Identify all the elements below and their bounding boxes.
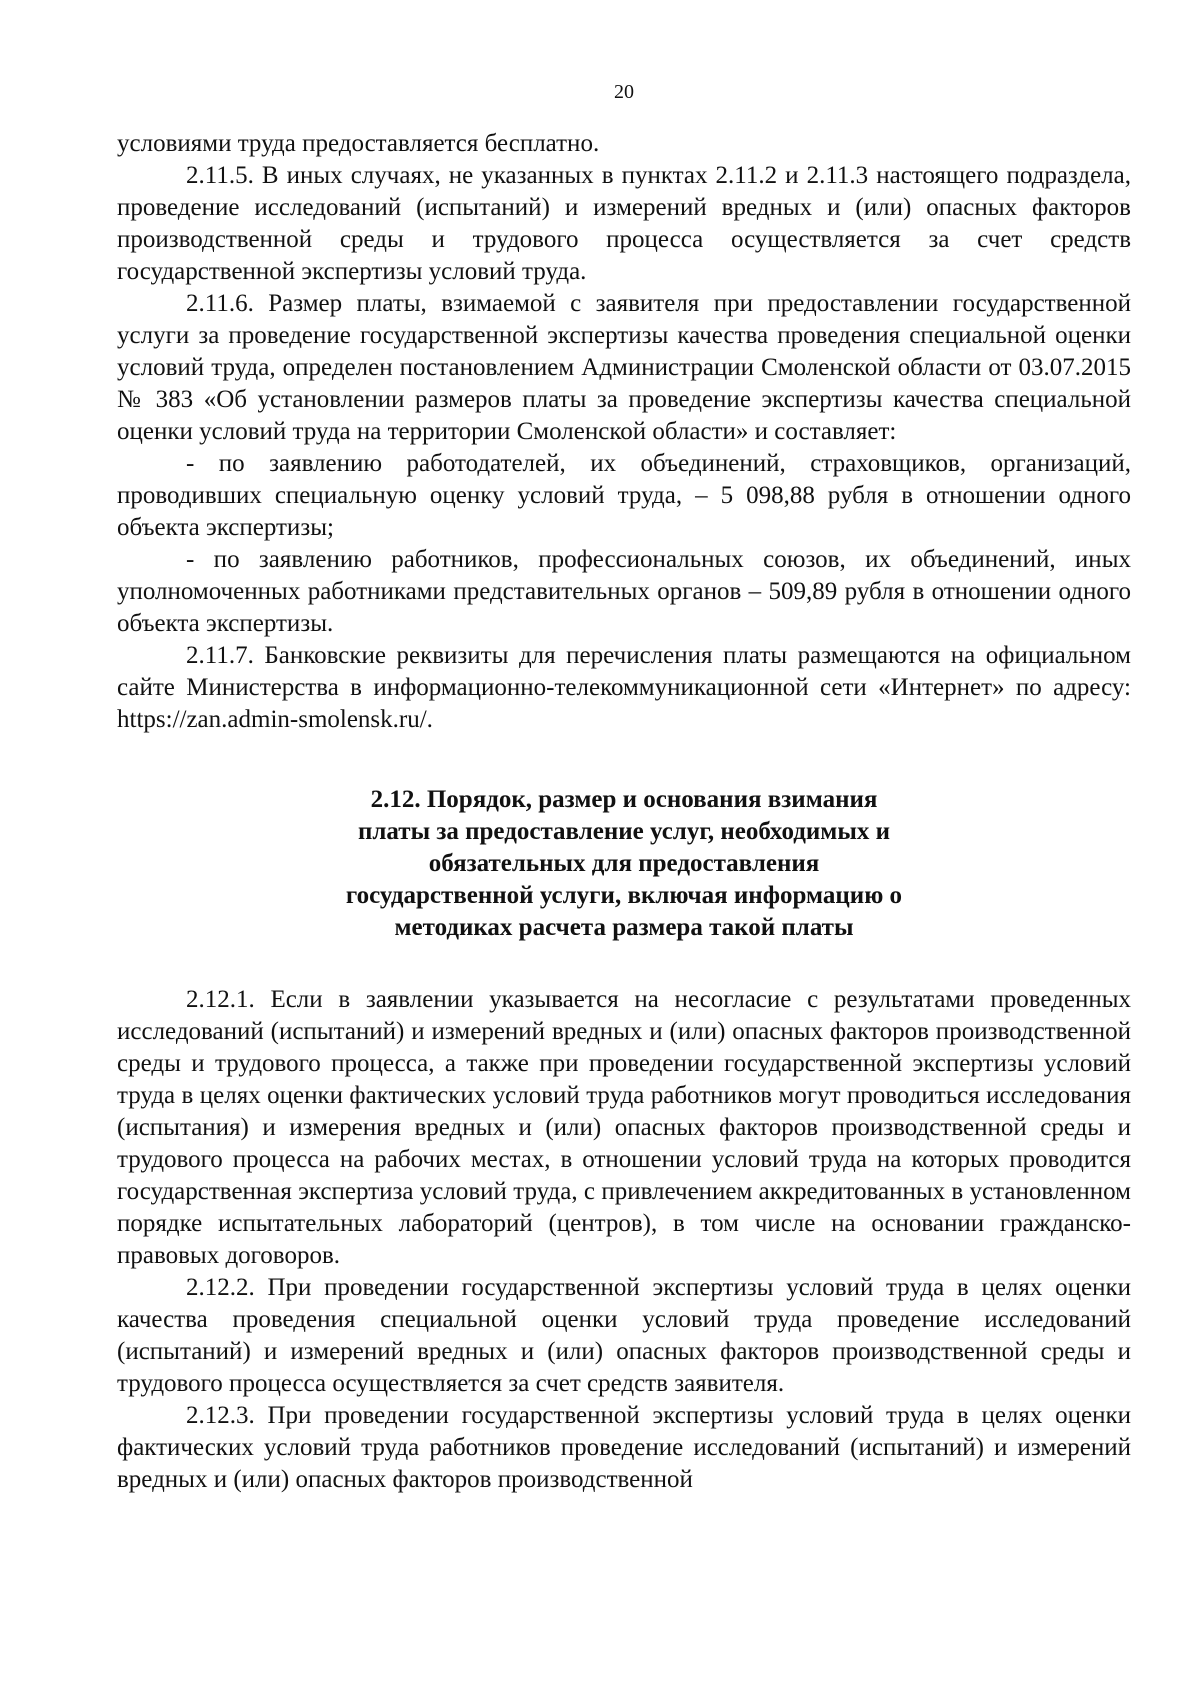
paragraph-2-12-3: 2.12.3. При проведении государственной экспертизы условий труда в целях оценки фактических условий труда работников проведение исследований (испытаний) и измерений вредных и (или) опасных факторов производственной: [117, 1402, 1131, 1493]
paragraph-2-12-2: 2.12.2. При проведении государственной экспертизы условий труда в целях оценки качества проведения специальной оценки условий труда проведение исследований (испытаний) и измерений вредных и (или) опасных факторов производственной среды и трудового процесса осуществляется за счет средств заявителя.: [117, 1274, 1131, 1397]
heading-line: обязательных для предоставления: [428, 850, 820, 877]
paragraph-2-11-5: 2.11.5. В иных случаях, не указанных в пунктах 2.11.2 и 2.11.3 настоящего подраздела, проведение исследований (испытаний) и измерений вредных и (или) опасных факторов производственной среды и трудового процесса осуществляется за счет средств государственной экспертизы условий труда.: [117, 162, 1131, 285]
document-body: [117, 128, 1131, 1496]
heading-line: платы за предоставление услуг, необходимых и: [358, 818, 890, 845]
paragraph-2-11-6: 2.11.6. Размер платы, взимаемой с заявителя при предоставлении государственной услуги за проведение государственной экспертизы качества проведения специальной оценки условий труда, определен постановлением Администрации Смоленской области от 03.07.2015 № 383 «Об установлении размеров платы за проведение экспертизы качества специальной оценки условий труда на территории Смоленской области» и составляет:: [117, 290, 1131, 445]
paragraph-2-11-7: 2.11.7. Банковские реквизиты для перечисления платы размещаются на официальном сайте Министерства в информационно-телекоммуникационной сети «Интернет» по адресу: https://zan.admin-smolensk.ru/.: [117, 642, 1131, 733]
page-number: 20: [614, 81, 634, 103]
section-heading-2-12: [117, 784, 1131, 944]
heading-line: 2.12. Порядок, размер и основания взимания: [370, 786, 878, 813]
paragraph-fee-workers: - по заявлению работников, профессиональных союзов, их объединений, иных уполномоченных работниками представительных органов – 509,89 рубля в отношении одного объекта экспертизы.: [117, 546, 1131, 637]
heading-line: государственной услуги, включая информацию о: [345, 882, 903, 909]
paragraph-continuation: условиями труда предоставляется бесплатно.: [117, 130, 600, 157]
paragraph-2-12-1: 2.12.1. Если в заявлении указывается на несогласие с результатами проведенных исследований (испытаний) и измерений вредных и (или) опасных факторов производственной среды и трудового процесса, а также при проведении государственной экспертизы условий труда в целях оценки фактических условий труда работников могут проводиться исследования (испытания) и измерения вредных и (или) опасных факторов производственной среды и трудового процесса на рабочих местах, в отношении условий труда на которых проводится государственная экспертиза условий труда, с привлечением аккредитованных в установленном порядке испытательных лабораторий (центров), в том числе на основании гражданско-правовых договоров.: [117, 986, 1131, 1269]
heading-line: методиках расчета размера такой платы: [394, 914, 854, 941]
paragraph-fee-employers: - по заявлению работодателей, их объединений, страховщиков, организаций, проводивших специальную оценку условий труда, – 5 098,88 рубля в отношении одного объекта экспертизы;: [117, 450, 1131, 541]
